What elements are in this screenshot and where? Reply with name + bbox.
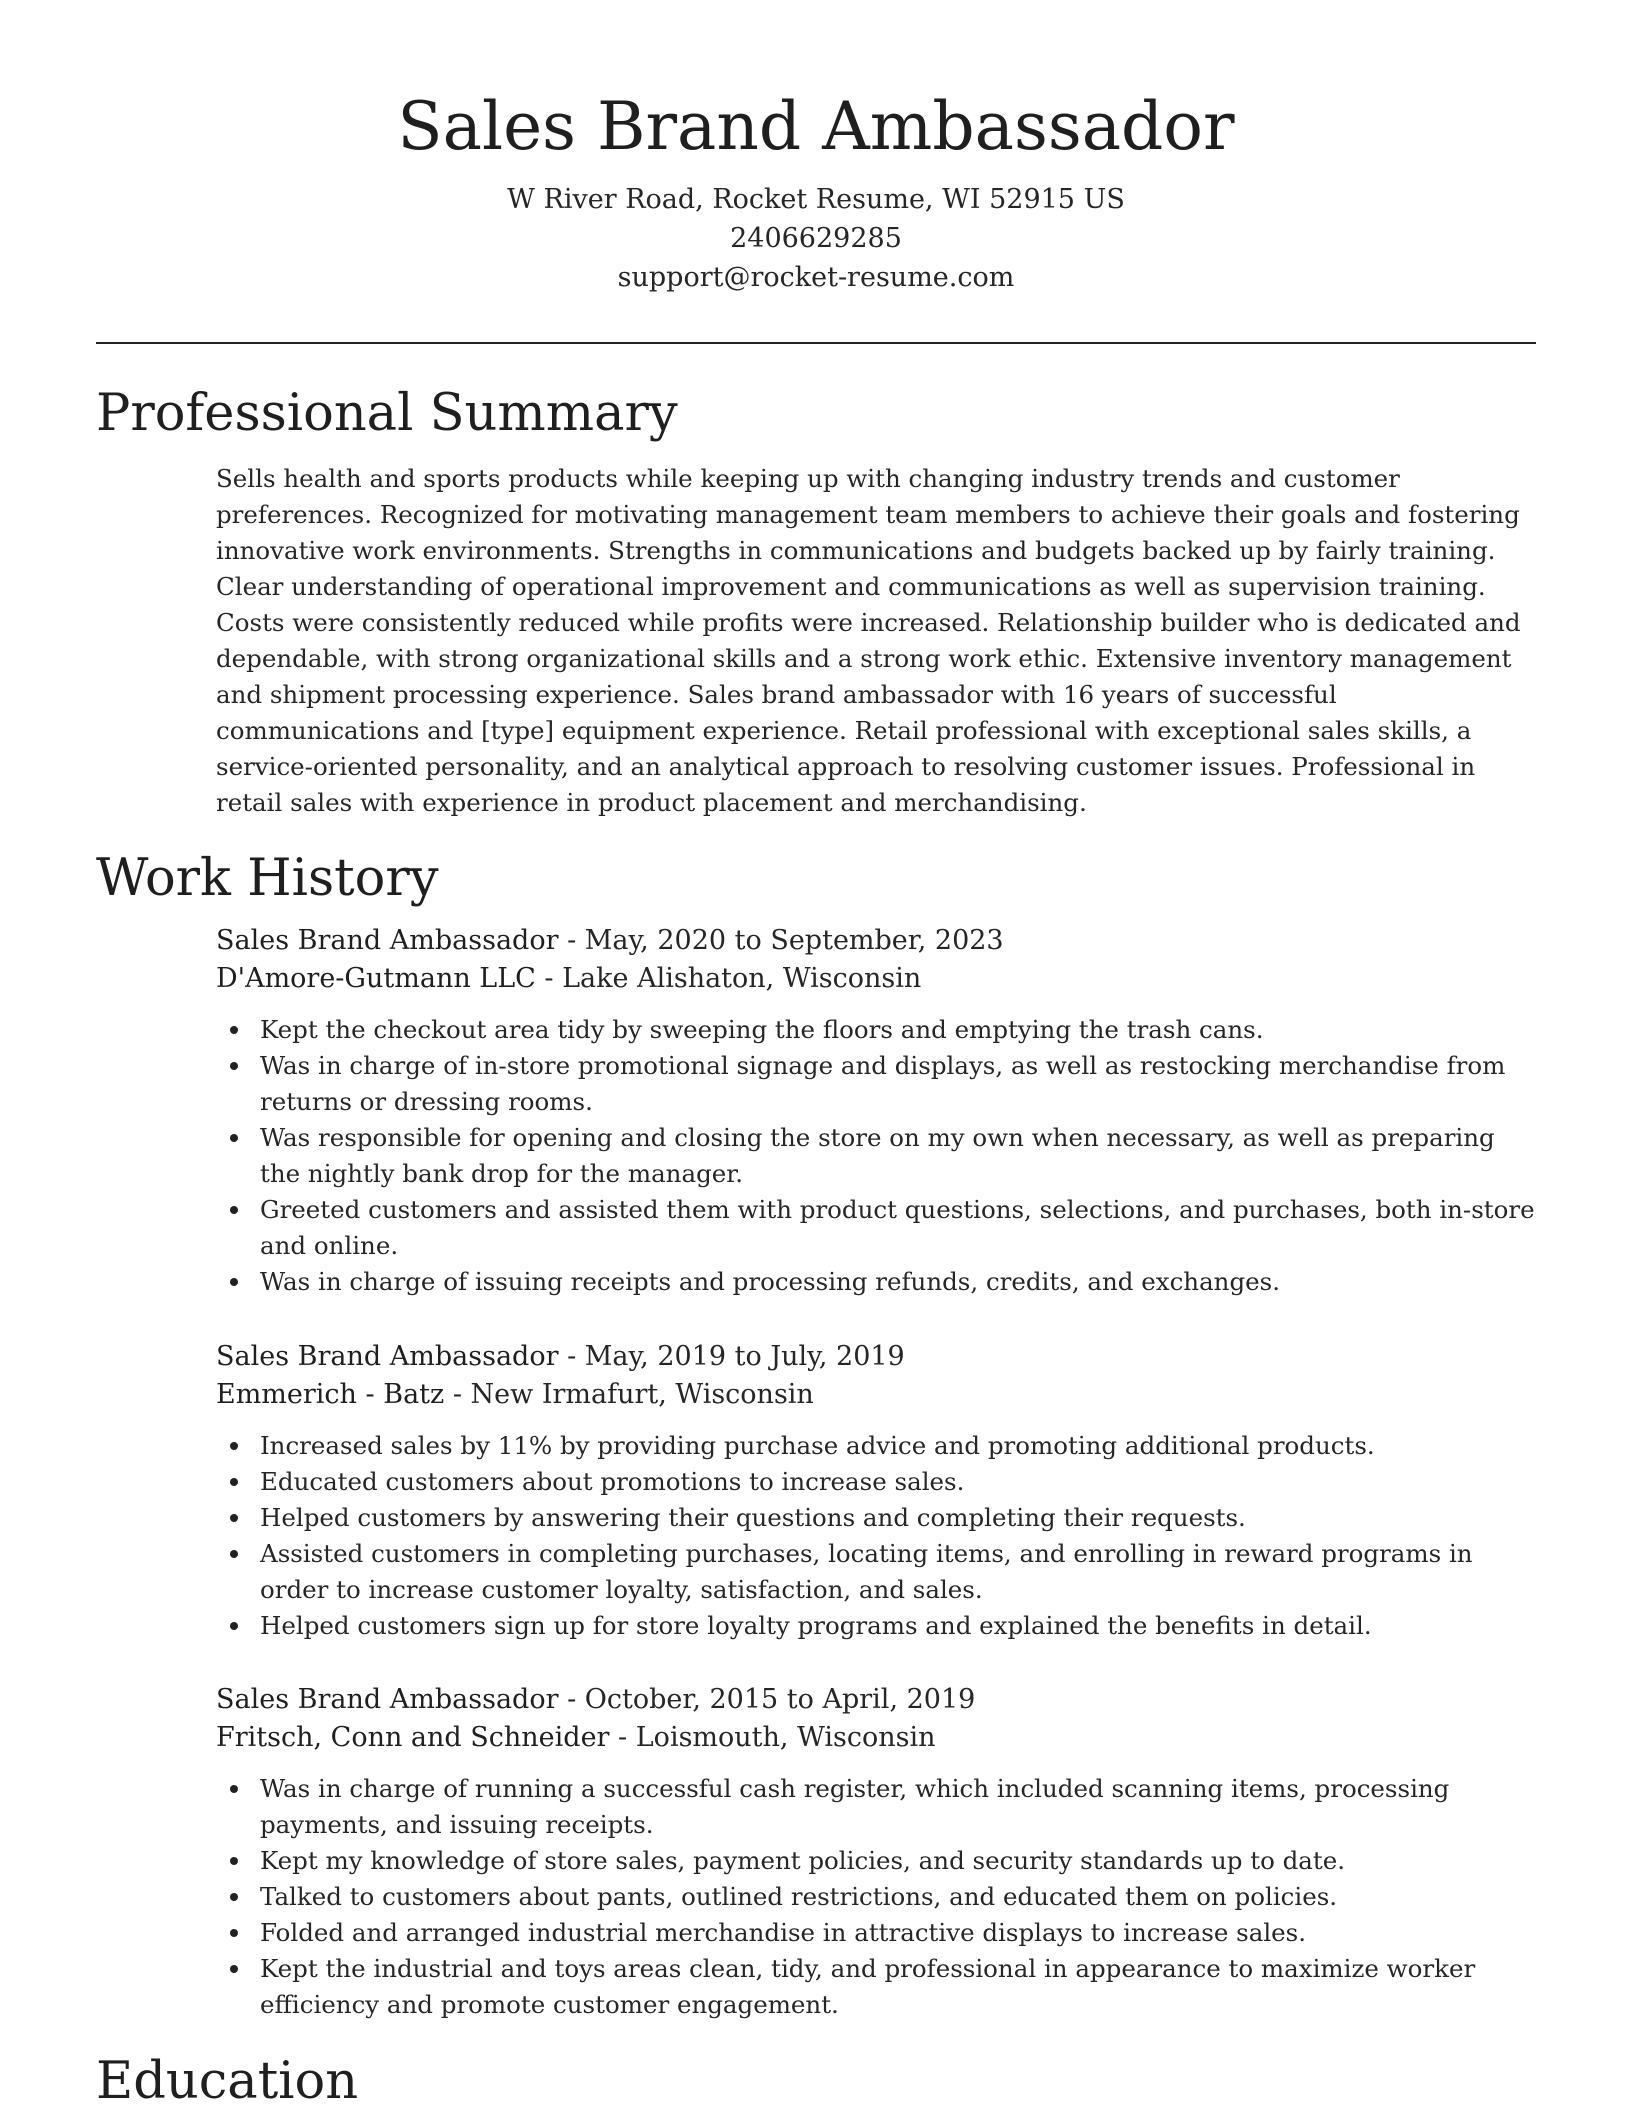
job-bullet: Helped customers by answering their questions and completing their requests.	[260, 1500, 1536, 1536]
job-company-line	[216, 1719, 1536, 1757]
job-bullet: Was in charge of running a successful cash register, which included scanning items, processing payments, and issuing receipts.	[260, 1771, 1536, 1843]
job-title-line	[216, 1681, 1536, 1719]
job-bullet: Kept the industrial and toys areas clean, tidy, and professional in appearance to maximize worker efficiency and promote customer engagement.	[260, 1951, 1536, 2023]
job-entry	[216, 1681, 1536, 2023]
job-entry	[216, 922, 1536, 1300]
job-company: Fritsch, Conn and Schneider	[216, 1722, 610, 1753]
job-entry	[216, 1338, 1536, 1644]
job-title: Sales Brand Ambassador	[216, 1341, 559, 1372]
job-location: - New Irmafurt, Wisconsin	[444, 1379, 814, 1410]
job-title-line	[216, 1338, 1536, 1376]
job-bullet: Increased sales by 11% by providing purchase advice and promoting additional products.	[260, 1428, 1536, 1464]
job-company-line	[216, 1376, 1536, 1414]
job-bullet: Was in charge of issuing receipts and processing refunds, credits, and exchanges.	[260, 1264, 1536, 1300]
job-location: - Lake Alishaton, Wisconsin	[535, 963, 922, 994]
job-bullets	[216, 1012, 1536, 1300]
address: W River Road, Rocket Resume, WI 52915 US	[507, 184, 1125, 215]
email: support@rocket-resume.com	[617, 262, 1015, 293]
section-title-work-history: Work History	[96, 849, 439, 908]
summary-text: Sells health and sports products while keeping up with changing industry trends and customer preferences. Recognized for motivating management team members to achieve their goals and fostering innovative work environments. Strengths in communications and budgets backed up by fairly training. Clear understanding of operational improvement and communications as well as supervision training. Costs were consistently reduced while profits were increased. Relationship builder who is dedicated and dependable, with strong organizational skills and a strong work ethic. Extensive inventory management and shipment processing experience. Sales brand ambassador with 16 years of successful communications and [type] equipment experience. Retail professional with exceptional sales skills, a service-oriented personality, and an analytical approach to resolving customer issues. Professional in retail sales with experience in product placement and merchandising.	[216, 464, 1521, 817]
job-bullet: Assisted customers in completing purchases, locating items, and enrolling in reward programs in order to increase customer loyalty, satisfaction, and sales.	[260, 1536, 1536, 1608]
job-company: D'Amore-Gutmann LLC	[216, 963, 536, 994]
job-company: Emmerich - Batz	[216, 1379, 445, 1410]
job-bullet: Talked to customers about pants, outlined restrictions, and educated them on policies.	[260, 1879, 1536, 1915]
phone: 2406629285	[730, 223, 902, 254]
job-bullet: Educated customers about promotions to increase sales.	[260, 1464, 1536, 1500]
job-title: Sales Brand Ambassador	[216, 1684, 559, 1715]
job-bullet: Folded and arranged industrial merchandise in attractive displays to increase sales.	[260, 1915, 1536, 1951]
candidate-name: Sales Brand Ambassador	[397, 88, 1235, 165]
job-dates: - October, 2015 to April, 2019	[558, 1684, 976, 1715]
job-bullets	[216, 1428, 1536, 1644]
job-title-line	[216, 922, 1536, 960]
job-bullet: Was in charge of in-store promotional signage and displays, as well as restocking merchandise from returns or dressing rooms.	[260, 1048, 1536, 1120]
job-location: - Loismouth, Wisconsin	[609, 1722, 936, 1753]
job-bullet: Greeted customers and assisted them with product questions, selections, and purchases, both in-store and online.	[260, 1192, 1536, 1264]
resume-header	[0, 0, 1632, 297]
section-title-education: Education	[96, 2052, 359, 2111]
job-bullet: Was responsible for opening and closing the store on my own when necessary, as well as preparing the nightly bank drop for the manager.	[260, 1120, 1536, 1192]
job-bullet: Kept the checkout area tidy by sweeping the floors and emptying the trash cans.	[260, 1012, 1536, 1048]
section-title-summary: Professional Summary	[96, 384, 678, 443]
job-bullet: Helped customers sign up for store loyalty programs and explained the benefits in detail.	[260, 1608, 1536, 1644]
contact-block	[0, 180, 1632, 297]
job-bullet: Kept my knowledge of store sales, payment policies, and security standards up to date.	[260, 1843, 1536, 1879]
job-title: Sales Brand Ambassador	[216, 925, 559, 956]
header-divider	[96, 342, 1536, 344]
job-dates: - May, 2020 to September, 2023	[558, 925, 1004, 956]
job-company-line	[216, 960, 1536, 998]
job-bullets	[216, 1771, 1536, 2023]
job-dates: - May, 2019 to July, 2019	[558, 1341, 905, 1372]
